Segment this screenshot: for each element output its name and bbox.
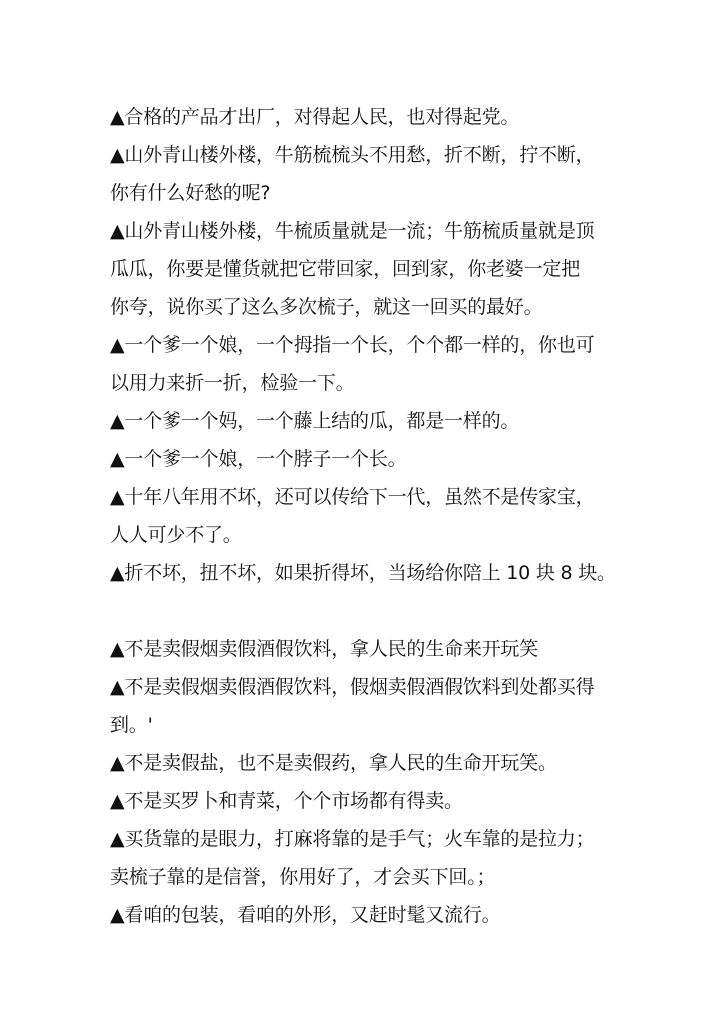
text-line: ▲一个爹一个娘，一个脖子一个长。: [110, 448, 407, 470]
text-line: ▲合格的产品才出厂，对得起人民，也对得起党。: [110, 106, 520, 128]
text-section-2: [110, 630, 710, 934]
text-line: ▲十年八年用不坏，还可以传给下一代，虽然不是传家宝，: [110, 486, 595, 508]
text-line: 以用力来折一折，检验一下。: [110, 372, 355, 394]
document-page: [110, 98, 710, 934]
text-line: 瓜瓜，你要是懂货就把它带回家，回到家，你老婆一定把: [110, 258, 581, 280]
text-line: ▲山外青山楼外楼，牛筋梳梳头不用愁，折不断，拧不断，: [110, 144, 595, 166]
text-line: 你夸，说你买了这么多次梳子，就这一回买的最好。: [110, 296, 543, 318]
text-line: ▲买货靠的是眼力，打麻将靠的是手气；火车靠的是拉力；: [110, 828, 595, 850]
text-line: 人人可少不了。: [110, 524, 242, 546]
text-line: ▲不是买罗卜和青菜，个个市场都有得卖。: [110, 790, 463, 812]
text-line: ▲看咱的包装，看咱的外形，又赶时髦又流行。: [110, 904, 501, 926]
text-line: ▲不是卖假烟卖假酒假饮料，假烟卖假酒假饮料到处都买得: [110, 676, 595, 698]
text-line: ▲不是卖假烟卖假酒假饮料，拿人民的生命来开玩笑: [110, 638, 539, 660]
text-line: 到。': [110, 714, 153, 736]
text-line: 卖梳子靠的是信誉，你用好了，才会买下回。；: [110, 866, 496, 888]
text-section-1: [110, 98, 710, 592]
text-line: 你有什么好愁的呢?: [110, 182, 271, 204]
text-line: ▲山外青山楼外楼，牛梳质量就是一流；牛筋梳质量就是顶: [110, 220, 595, 242]
text-line: ▲一个爹一个妈，一个藤上结的瓜，都是一样的。: [110, 410, 520, 432]
text-line: ▲不是卖假盐，也不是卖假药，拿人民的生命开玩笑。: [110, 752, 557, 774]
text-line: ▲折不坏，扭不坏，如果折得坏，当场给你陪上 10 块 8 块。: [110, 562, 616, 584]
text-line: ▲一个爹一个娘，一个拇指一个长，个个都一样的，你也可: [110, 334, 595, 356]
